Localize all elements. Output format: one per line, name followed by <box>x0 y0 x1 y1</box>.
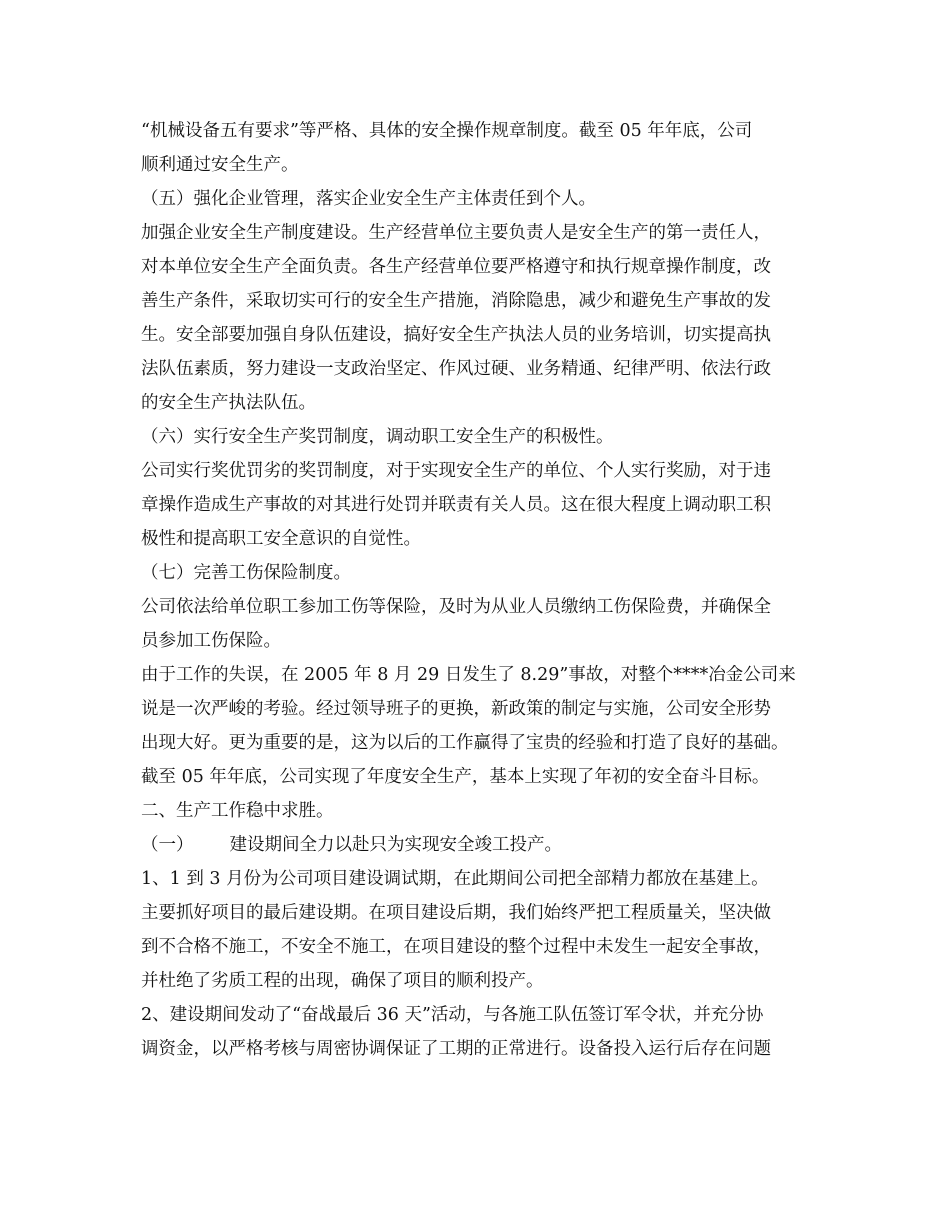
paragraph-line: 加强企业安全生产制度建设。生产经营单位主要负责人是安全生产的第一责任人， <box>141 223 771 243</box>
section-heading: 二、生产工作稳中求胜。 <box>141 801 334 821</box>
section-heading: （六）实行安全生产奖罚制度，调动职工安全生产的积极性。 <box>141 427 614 447</box>
paragraph-line: 极性和提高职工安全意识的自觉性。 <box>141 529 421 549</box>
subsection-number: （一） <box>141 835 194 855</box>
section-heading: （五）强化企业管理，落实企业安全生产主体责任到个人。 <box>141 189 596 209</box>
paragraph-line: 生。安全部要加强自身队伍建设，搞好安全生产执法人员的业务培训，切实提高执 <box>141 325 771 345</box>
paragraph-line: 1、1 到 3 月份为公司项目建设调试期，在此期间公司把全部精力都放在基建上。 <box>141 869 769 889</box>
paragraph-line: 2、建设期间发动了“奋战最后 36 天”活动，与各施工队伍签订军令状，并充分协 <box>141 1005 764 1025</box>
paragraph-line: 主要抓好项目的最后建设期。在项目建设后期，我们始终严把工程质量关，坚决做 <box>141 903 771 923</box>
paragraph-line: 法队伍素质，努力建设一支政治坚定、作风过硬、业务精通、纪律严明、依法行政 <box>141 359 771 379</box>
paragraph-line: 说是一次严峻的考验。经过领导班子的更换，新政策的制定与实施，公司安全形势 <box>141 699 771 719</box>
paragraph-line: 并杜绝了劣质工程的出现，确保了项目的顺利投产。 <box>141 971 544 991</box>
paragraph-line: 员参加工伤保险。 <box>141 631 281 651</box>
paragraph-line: 章操作造成生产事故的对其进行处罚并联责有关人员。这在很大程度上调动职工积 <box>141 495 771 515</box>
section-heading: （七）完善工伤保险制度。 <box>141 563 351 583</box>
paragraph-line: 公司实行奖优罚劣的奖罚制度，对于实现安全生产的单位、个人实行奖励，对于违 <box>141 461 771 481</box>
document-body <box>141 114 831 1066</box>
subsection-title: 建设期间全力以赴只为实现安全竣工投产。 <box>229 835 562 855</box>
paragraph-line: “机械设备五有要求”等严格、具体的安全操作规章制度。截至 05 年年底，公司 <box>141 121 753 141</box>
paragraph-line: 善生产条件，采取切实可行的安全生产措施，消除隐患，减少和避免生产事故的发 <box>141 291 771 311</box>
paragraph-line: 出现大好。更为重要的是，这为以后的工作赢得了宝贵的经验和打造了良好的基础。 <box>141 733 789 753</box>
paragraph-line: 顺利通过安全生产。 <box>141 155 299 175</box>
paragraph-line: 公司依法给单位职工参加工伤等保险，及时为从业人员缴纳工伤保险费，并确保全 <box>141 597 771 617</box>
paragraph-line: 由于工作的失误，在 2005 年 8 月 29 日发生了 8.29”事故，对整个****冶金公司来 <box>141 665 796 685</box>
paragraph-line: 到不合格不施工，不安全不施工，在项目建设的整个过程中未发生一起安全事故， <box>141 937 771 957</box>
paragraph-line: 对本单位安全生产全面负责。各生产经营单位要严格遵守和执行规章操作制度，改 <box>141 257 771 277</box>
subsection-heading <box>141 828 831 862</box>
paragraph-line: 调资金，以严格考核与周密协调保证了工期的正常进行。设备投入运行后存在问题 <box>141 1039 771 1059</box>
paragraph-line: 的安全生产执法队伍。 <box>141 393 316 413</box>
paragraph-line: 截至 05 年年底，公司实现了年度安全生产，基本上实现了年初的安全奋斗目标。 <box>141 767 770 787</box>
